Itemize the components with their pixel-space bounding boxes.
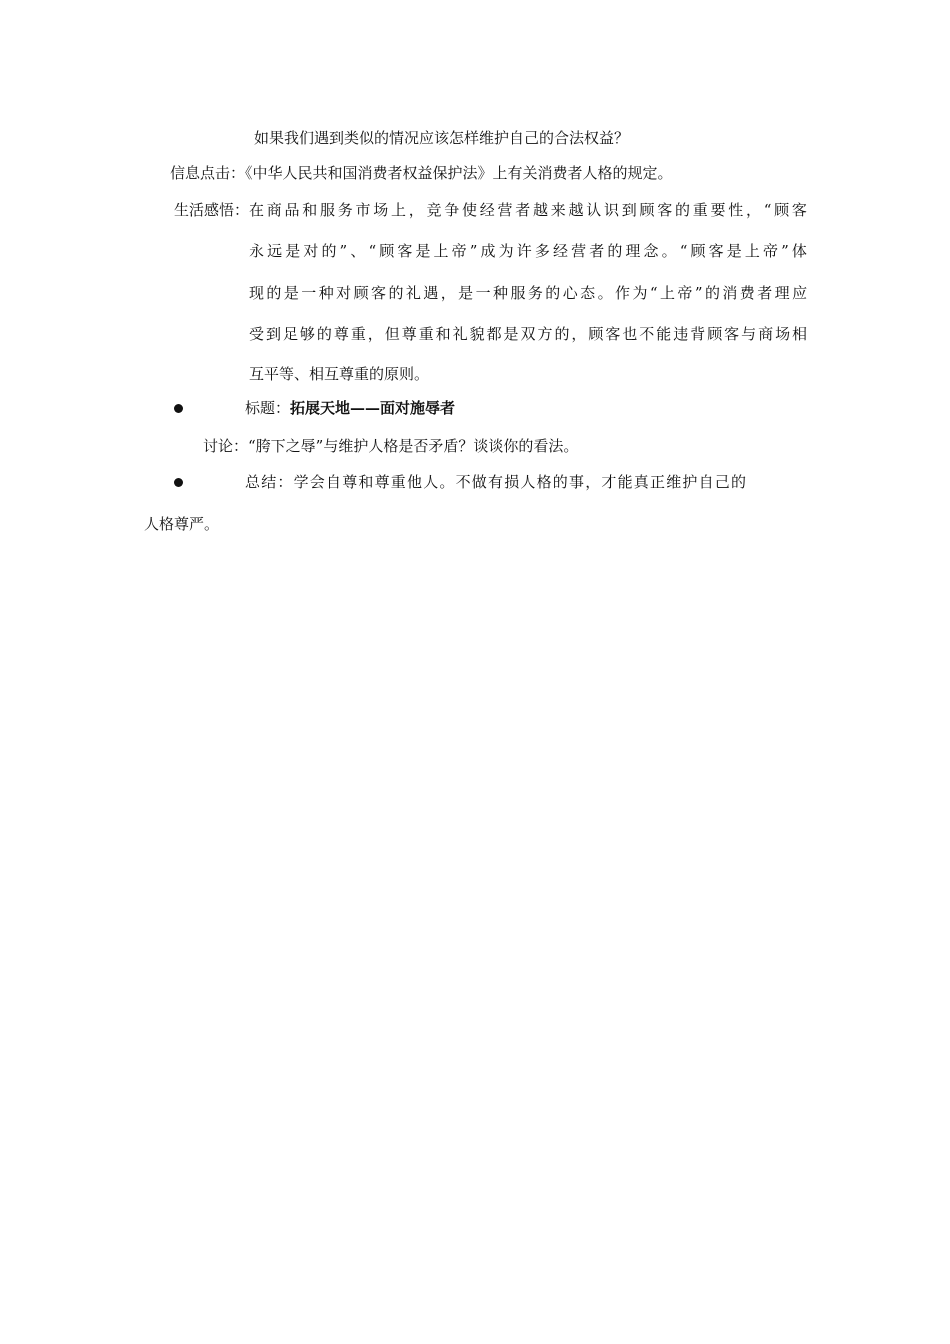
question-text: 如果我们遇到类似的情况应该怎样维护自己的合法权益？ (254, 129, 630, 147)
info-paragraph (170, 163, 673, 183)
summary-line-2: 人格尊严。 (144, 515, 220, 533)
heading-label: 标题： (245, 399, 291, 417)
heading-line (245, 398, 455, 418)
summary-line-1 (245, 472, 747, 492)
summary-label: 总结： (245, 473, 294, 491)
bullet-icon (174, 478, 183, 487)
life-line-3: 现的是一种对顾客的礼遇，是一种服务的心态。作为“上帝”的消费者理应 (249, 284, 810, 302)
life-line-4: 受到足够的尊重，但尊重和礼貌都是双方的，顾客也不能违背顾客与商场相 (249, 325, 810, 343)
discussion-label: 讨论： (203, 437, 249, 455)
bullet-icon (174, 404, 183, 413)
life-label: 生活感悟： (174, 201, 250, 219)
summary-text: 学会自尊和尊重他人。不做有损人格的事，才能真正维护自己的 (293, 473, 748, 491)
life-line-2: 永远是对的”、“顾客是上帝”成为许多经营者的理念。“顾客是上帝”体 (249, 242, 810, 260)
info-text: 《中华人民共和国消费者权益保护法》上有关消费者人格的规定。 (245, 164, 673, 182)
life-line-5: 互平等、相互尊重的原则。 (249, 365, 430, 383)
life-line-1: 在商品和服务市场上，竞争使经营者越来越认识到顾客的重要性，“顾客 (249, 201, 810, 219)
discussion-text: “胯下之辱”与维护人格是否矛盾？谈谈你的看法。 (248, 437, 579, 455)
info-label: 信息点击： (170, 164, 246, 182)
discussion-paragraph (203, 436, 578, 456)
heading-title: 拓展天地——面对施辱者 (290, 399, 456, 417)
